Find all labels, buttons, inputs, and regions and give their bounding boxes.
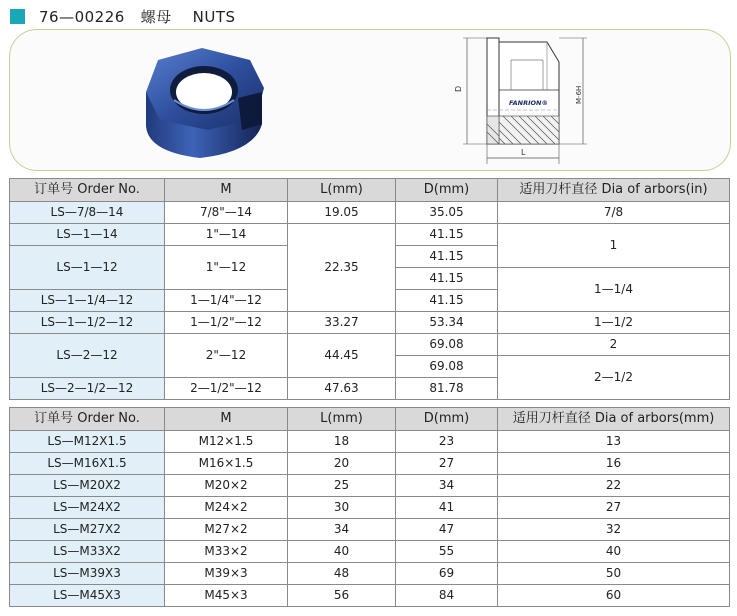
diameter-cell: 84 bbox=[396, 585, 498, 607]
order-code-cell: LS—1—14 bbox=[10, 224, 165, 246]
col-header-m: M bbox=[165, 179, 288, 202]
diameter-cell: 81.78 bbox=[396, 378, 498, 400]
col-header-dia: 适用刀杆直径 Dia of arbors(mm) bbox=[498, 408, 730, 431]
dim-l-label: L bbox=[521, 148, 526, 157]
length-cell: 56 bbox=[288, 585, 396, 607]
length-cell: 19.05 bbox=[288, 202, 396, 224]
product-image-panel bbox=[9, 29, 731, 171]
diameter-cell: 35.05 bbox=[396, 202, 498, 224]
diameter-cell: 23 bbox=[396, 431, 498, 453]
col-header-dia: 适用刀杆直径 Dia of arbors(in) bbox=[498, 179, 730, 202]
title-bar bbox=[10, 4, 730, 28]
arbor-dia-cell: 1 bbox=[498, 224, 730, 268]
length-cell: 20 bbox=[288, 453, 396, 475]
table-header-row bbox=[10, 408, 730, 431]
arbor-dia-cell: 22 bbox=[498, 475, 730, 497]
order-code-cell: LS—M12X1.5 bbox=[10, 431, 165, 453]
metric-table-body bbox=[10, 431, 730, 607]
nut-photo bbox=[138, 40, 274, 162]
diameter-cell: 69.08 bbox=[396, 356, 498, 378]
order-code-cell: LS—M39X3 bbox=[10, 563, 165, 585]
thread-cell: M24×2 bbox=[165, 497, 288, 519]
col-header-l: L(mm) bbox=[288, 179, 396, 202]
col-header-d: D(mm) bbox=[396, 179, 498, 202]
order-code-cell: LS—M27X2 bbox=[10, 519, 165, 541]
order-code-cell: LS—2—12 bbox=[10, 334, 165, 378]
length-cell: 48 bbox=[288, 563, 396, 585]
title-accent-square bbox=[10, 9, 25, 24]
thread-cell: M20×2 bbox=[165, 475, 288, 497]
diameter-cell: 41.15 bbox=[396, 224, 498, 246]
order-code-cell: LS—7/8—14 bbox=[10, 202, 165, 224]
length-cell: 44.45 bbox=[288, 334, 396, 378]
thread-cell: M27×2 bbox=[165, 519, 288, 541]
length-cell: 22.35 bbox=[288, 224, 396, 312]
length-cell: 34 bbox=[288, 519, 396, 541]
arbor-dia-cell: 1—1/4 bbox=[498, 268, 730, 312]
thread-cell: M12×1.5 bbox=[165, 431, 288, 453]
length-cell: 33.27 bbox=[288, 312, 396, 334]
length-cell: 40 bbox=[288, 541, 396, 563]
diameter-cell: 47 bbox=[396, 519, 498, 541]
table-row bbox=[10, 431, 730, 453]
diameter-cell: 69.08 bbox=[396, 334, 498, 356]
diameter-cell: 53.34 bbox=[396, 312, 498, 334]
diameter-cell: 55 bbox=[396, 541, 498, 563]
arbor-dia-cell: 2 bbox=[498, 334, 730, 356]
page-title: 76—00226 螺母 NUTS bbox=[39, 7, 236, 26]
col-header-order-no: 订单号 Order No. bbox=[10, 179, 165, 202]
order-code-cell: LS—2—1/2—12 bbox=[10, 378, 165, 400]
thread-cell: 1"—12 bbox=[165, 246, 288, 290]
arbor-dia-cell: 27 bbox=[498, 497, 730, 519]
table-row bbox=[10, 585, 730, 607]
length-cell: 18 bbox=[288, 431, 396, 453]
diameter-cell: 69 bbox=[396, 563, 498, 585]
table-row bbox=[10, 497, 730, 519]
thread-cell: 1"—14 bbox=[165, 224, 288, 246]
order-code-cell: LS—1—1/4—12 bbox=[10, 290, 165, 312]
table-row bbox=[10, 312, 730, 334]
arbor-dia-cell: 7/8 bbox=[498, 202, 730, 224]
diameter-cell: 41.15 bbox=[396, 268, 498, 290]
thread-cell: 1—1/2"—12 bbox=[165, 312, 288, 334]
col-header-order-no: 订单号 Order No. bbox=[10, 408, 165, 431]
thread-cell: M16×1.5 bbox=[165, 453, 288, 475]
col-header-d: D(mm) bbox=[396, 408, 498, 431]
arbor-dia-cell: 40 bbox=[498, 541, 730, 563]
arbor-dia-cell: 1—1/2 bbox=[498, 312, 730, 334]
order-code-cell: LS—1—12 bbox=[10, 246, 165, 290]
table-row bbox=[10, 563, 730, 585]
thread-cell: 2—1/2"—12 bbox=[165, 378, 288, 400]
table-row bbox=[10, 541, 730, 563]
length-cell: 25 bbox=[288, 475, 396, 497]
order-code-cell: LS—M45X3 bbox=[10, 585, 165, 607]
col-header-m: M bbox=[165, 408, 288, 431]
table-row bbox=[10, 202, 730, 224]
dim-d-label: D bbox=[454, 85, 463, 92]
table-row bbox=[10, 334, 730, 356]
order-code-cell: LS—M24X2 bbox=[10, 497, 165, 519]
table-row bbox=[10, 519, 730, 541]
col-header-l: L(mm) bbox=[288, 408, 396, 431]
length-cell: 47.63 bbox=[288, 378, 396, 400]
thread-cell: M39×3 bbox=[165, 563, 288, 585]
technical-drawing bbox=[447, 32, 607, 170]
table-row bbox=[10, 453, 730, 475]
table-row bbox=[10, 475, 730, 497]
order-code-cell: LS—M33X2 bbox=[10, 541, 165, 563]
inch-nuts-table bbox=[9, 178, 730, 400]
arbor-dia-cell: 60 bbox=[498, 585, 730, 607]
diameter-cell: 41.15 bbox=[396, 290, 498, 312]
diameter-cell: 41.15 bbox=[396, 246, 498, 268]
dim-m-label: M-6H bbox=[575, 85, 583, 104]
table-row bbox=[10, 224, 730, 246]
order-code-cell: LS—M16X1.5 bbox=[10, 453, 165, 475]
order-code-cell: LS—1—1/2—12 bbox=[10, 312, 165, 334]
thread-cell: M45×3 bbox=[165, 585, 288, 607]
brand-label: FANRION® bbox=[509, 99, 548, 107]
thread-cell: 2"—12 bbox=[165, 334, 288, 378]
metric-nuts-table bbox=[9, 407, 730, 607]
order-code-cell: LS—M20X2 bbox=[10, 475, 165, 497]
diameter-cell: 34 bbox=[396, 475, 498, 497]
thread-cell: M33×2 bbox=[165, 541, 288, 563]
table-header-row bbox=[10, 179, 730, 202]
arbor-dia-cell: 50 bbox=[498, 563, 730, 585]
arbor-dia-cell: 2—1/2 bbox=[498, 356, 730, 400]
arbor-dia-cell: 32 bbox=[498, 519, 730, 541]
arbor-dia-cell: 16 bbox=[498, 453, 730, 475]
arbor-dia-cell: 13 bbox=[498, 431, 730, 453]
diameter-cell: 27 bbox=[396, 453, 498, 475]
thread-cell: 1—1/4"—12 bbox=[165, 290, 288, 312]
length-cell: 30 bbox=[288, 497, 396, 519]
diameter-cell: 41 bbox=[396, 497, 498, 519]
thread-cell: 7/8"—14 bbox=[165, 202, 288, 224]
